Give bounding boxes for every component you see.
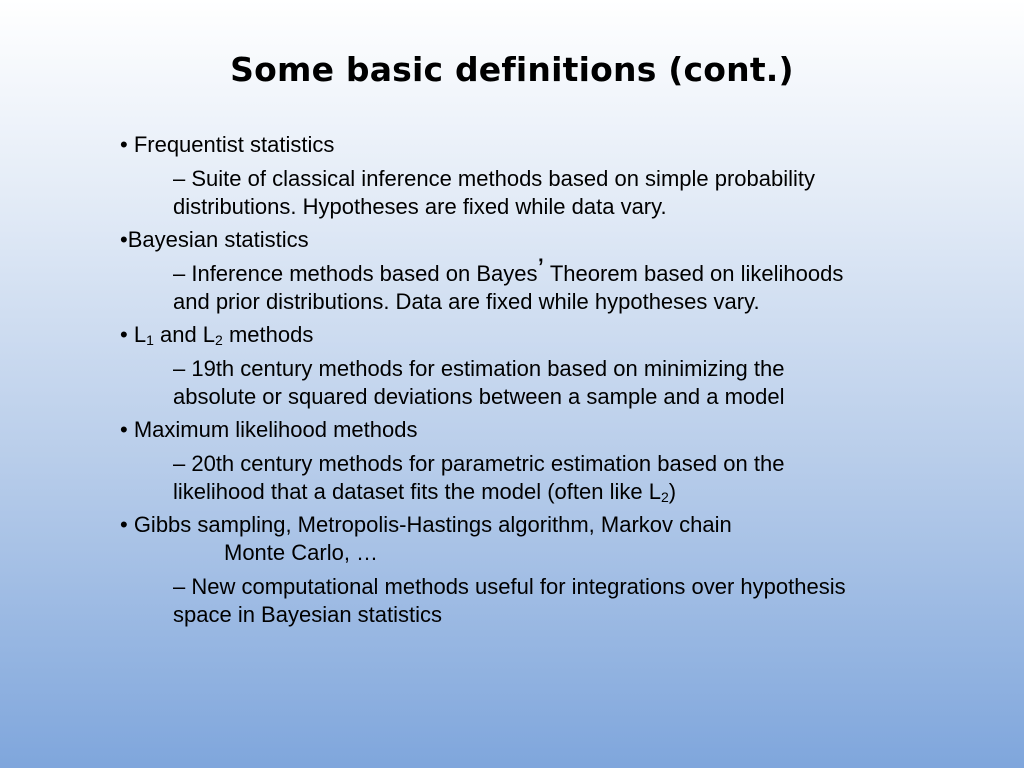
sub-text-part: ) [668,479,677,504]
bullet-item-l1-l2 [120,321,880,411]
sub-bullet-text: – 19th century methods for estimation based on minimizing the absolute or squared deviations between a sample and a model [173,356,785,409]
bullet-text: • Maximum likelihood methods [120,417,418,442]
sub-bullet-text: – New computational methods useful for integrations over hypothesis space in Bayesian statistics [173,574,846,627]
subscript: 2 [660,489,669,505]
slide-body [120,131,880,634]
sub-text-part: – Inference methods based on Bayes [173,261,538,286]
bullet-text-part: and L [153,322,216,347]
apostrophe-glyph: ’ [537,253,545,286]
bullet-text-part: • L [120,322,147,347]
slide-title: Some basic definitions (cont.) [230,50,794,89]
bullet-item-gibbs-sampling [120,511,880,629]
bullet-text: • Gibbs sampling, Metropolis-Hastings algorithm, Markov chain [120,512,732,537]
bullet-text-part: methods [222,322,314,347]
subscript: 2 [215,332,223,348]
sub-bullet-text [173,253,863,316]
bullet-text: • Frequentist statistics [120,132,335,157]
bullet-item-maximum-likelihood [120,416,880,506]
sub-text-part: Theorem based on likelihoods and prior distributions. Data are fixed while hypotheses vary. [173,261,844,314]
bullet-item-bayesian [120,226,880,316]
sub-bullet-text [173,450,863,506]
sub-bullet-text: – Suite of classical inference methods based on simple probability distributions. Hypotheses are fixed while data vary. [173,166,816,219]
sub-text-part: – 20th century methods for parametric estimation based on the likelihood that a dataset fits the model (often like L [173,451,785,504]
bullet-text: •Bayesian statistics [120,227,309,252]
bullet-text-continuation: Monte Carlo, … [224,540,379,565]
subscript: 1 [146,332,154,348]
bullet-text [120,321,880,349]
bullet-item-frequentist [120,131,880,221]
